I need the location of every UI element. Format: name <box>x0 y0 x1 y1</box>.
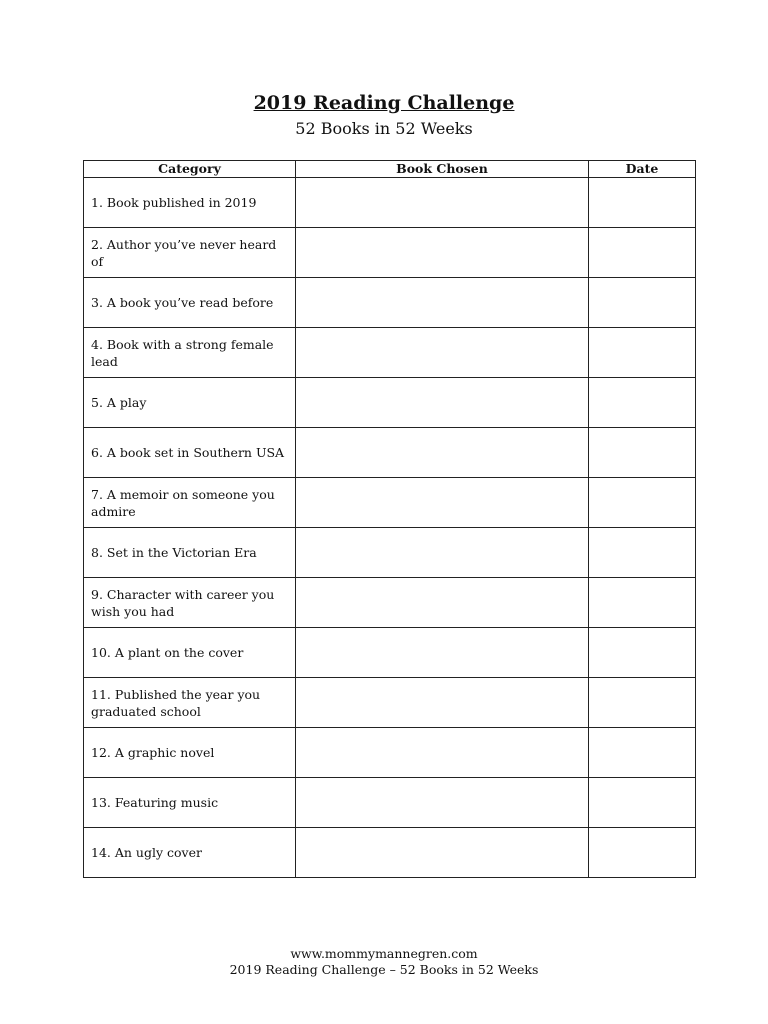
date-cell[interactable] <box>589 678 696 728</box>
book-chosen-cell[interactable] <box>296 678 589 728</box>
header-book-chosen: Book Chosen <box>296 161 589 178</box>
book-chosen-cell[interactable] <box>296 478 589 528</box>
book-chosen-cell[interactable] <box>296 428 589 478</box>
date-cell[interactable] <box>589 778 696 828</box>
book-chosen-cell[interactable] <box>296 728 589 778</box>
category-cell: 7. A memoir on someone you admire <box>84 478 296 528</box>
category-cell: 9. Character with career you wish you had <box>84 578 296 628</box>
category-cell: 12. A graphic novel <box>84 728 296 778</box>
date-cell[interactable] <box>589 278 696 328</box>
table-header-row <box>84 161 696 178</box>
category-cell: 10. A plant on the cover <box>84 628 296 678</box>
table-row <box>84 428 696 478</box>
table-row <box>84 178 696 228</box>
category-cell: 6. A book set in Southern USA <box>84 428 296 478</box>
date-cell[interactable] <box>589 528 696 578</box>
table-row <box>84 528 696 578</box>
table-row <box>84 328 696 378</box>
date-cell[interactable] <box>589 328 696 378</box>
table-row <box>84 828 696 878</box>
date-cell[interactable] <box>589 428 696 478</box>
date-cell[interactable] <box>589 828 696 878</box>
book-chosen-cell[interactable] <box>296 778 589 828</box>
table-row <box>84 278 696 328</box>
book-chosen-cell[interactable] <box>296 578 589 628</box>
footer-url: www.mommymannegren.com <box>290 946 478 961</box>
book-chosen-cell[interactable] <box>296 228 589 278</box>
category-cell: 3. A book you’ve read before <box>84 278 296 328</box>
date-cell[interactable] <box>589 728 696 778</box>
date-cell[interactable] <box>589 578 696 628</box>
date-cell[interactable] <box>589 628 696 678</box>
table-row <box>84 728 696 778</box>
table-row <box>84 678 696 728</box>
book-chosen-cell[interactable] <box>296 528 589 578</box>
date-cell[interactable] <box>589 478 696 528</box>
challenge-table <box>83 160 696 878</box>
book-chosen-cell[interactable] <box>296 828 589 878</box>
category-cell: 1. Book published in 2019 <box>84 178 296 228</box>
date-cell[interactable] <box>589 378 696 428</box>
header-date: Date <box>589 161 696 178</box>
category-cell: 11. Published the year you graduated school <box>84 678 296 728</box>
category-cell: 13. Featuring music <box>84 778 296 828</box>
table-row <box>84 478 696 528</box>
book-chosen-cell[interactable] <box>296 628 589 678</box>
table-row <box>84 628 696 678</box>
table-row <box>84 228 696 278</box>
book-chosen-cell[interactable] <box>296 178 589 228</box>
footer-title: 2019 Reading Challenge – 52 Books in 52 Weeks <box>229 962 539 977</box>
category-cell: 14. An ugly cover <box>84 828 296 878</box>
category-cell: 8. Set in the Victorian Era <box>84 528 296 578</box>
book-chosen-cell[interactable] <box>296 278 589 328</box>
table-row <box>84 778 696 828</box>
date-cell[interactable] <box>589 178 696 228</box>
category-cell: 5. A play <box>84 378 296 428</box>
table-row <box>84 578 696 628</box>
table-row <box>84 378 696 428</box>
category-cell: 2. Author you’ve never heard of <box>84 228 296 278</box>
page-title: 2019 Reading Challenge <box>253 92 515 114</box>
book-chosen-cell[interactable] <box>296 328 589 378</box>
category-cell: 4. Book with a strong female lead <box>84 328 296 378</box>
header-category: Category <box>84 161 296 178</box>
book-chosen-cell[interactable] <box>296 378 589 428</box>
date-cell[interactable] <box>589 228 696 278</box>
page-subtitle: 52 Books in 52 Weeks <box>295 119 473 138</box>
